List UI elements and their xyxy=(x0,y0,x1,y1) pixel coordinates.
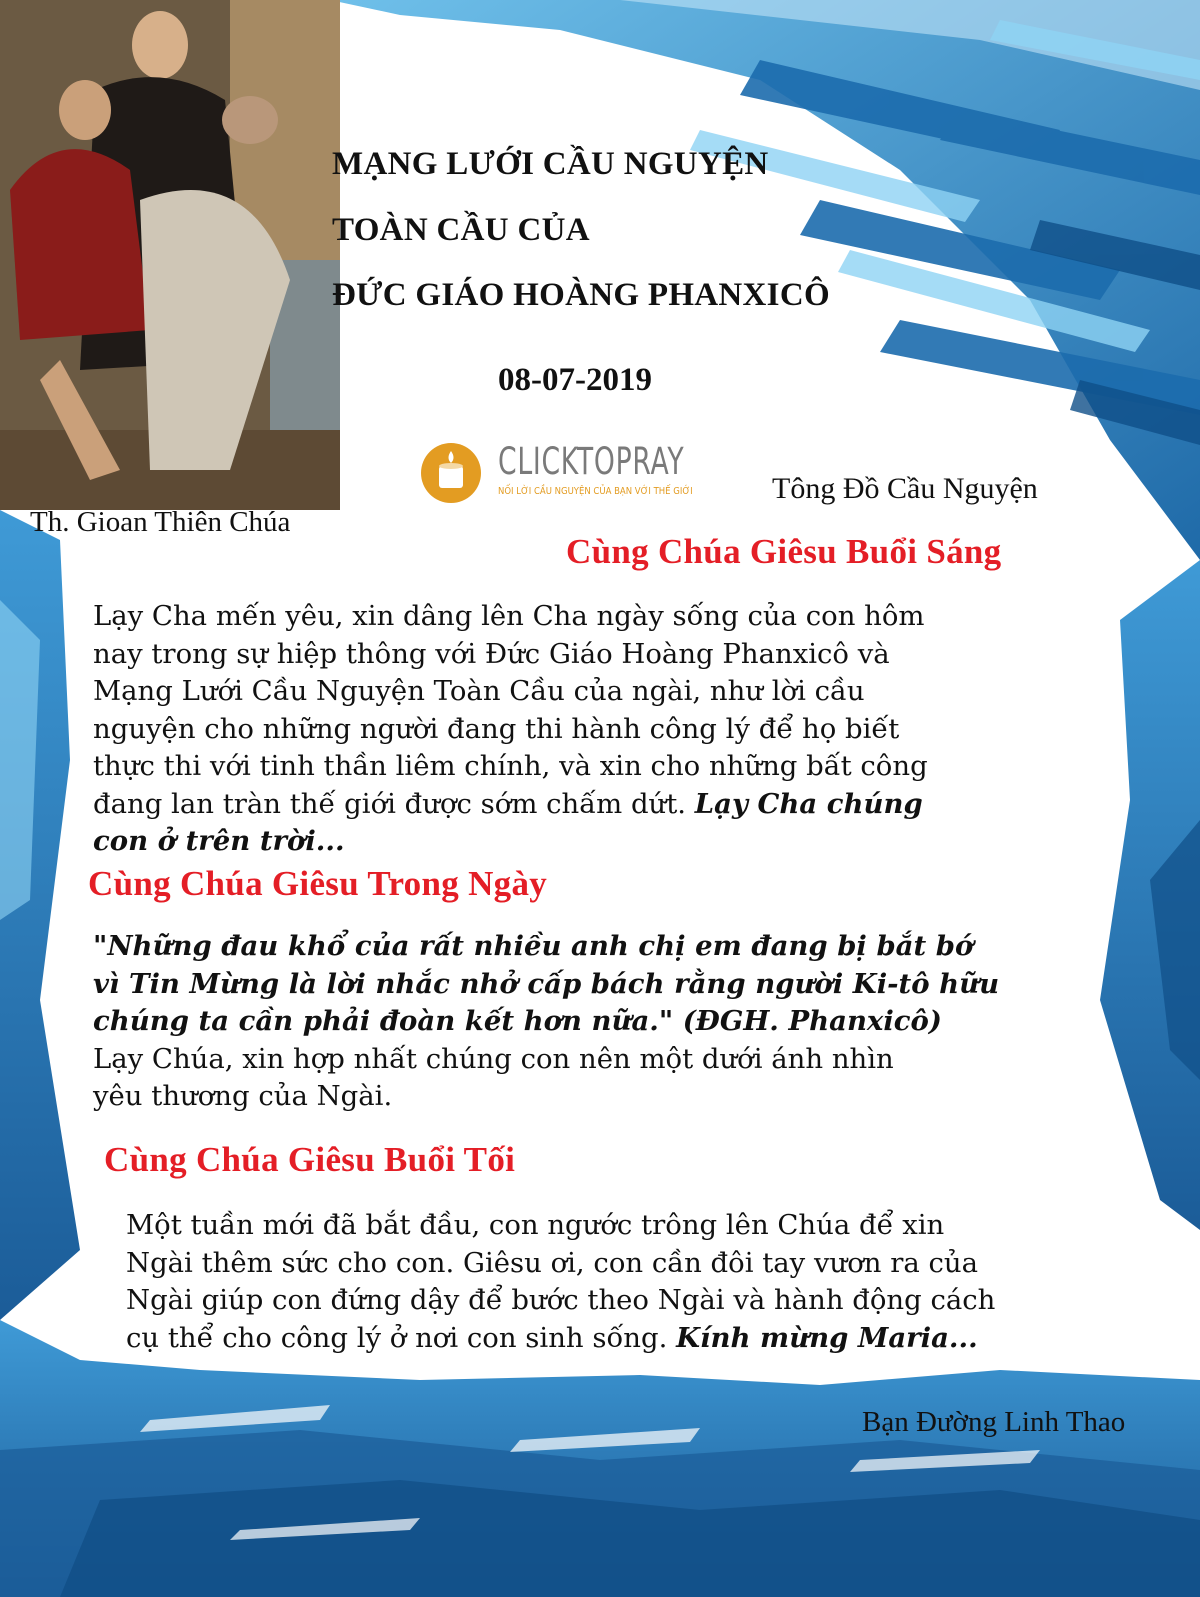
evening-line: Một tuần mới đã bắt đầu, con ngước trông lên Chúa để xin xyxy=(126,1209,945,1241)
date: 08-07-2019 xyxy=(498,362,652,398)
quote-line: "Những đau khổ của rất nhiều anh chị em đang bị bắt bớ xyxy=(93,930,974,962)
morning-line xyxy=(93,786,1103,824)
evening-prayer xyxy=(126,1207,1156,1357)
morning-closing-a: Lạy Cha chúng xyxy=(694,787,923,820)
painting-caption: Th. Gioan Thiên Chúa xyxy=(30,506,291,538)
evening-line-text: cụ thể cho công lý ở nơi con sinh sống. xyxy=(126,1321,677,1354)
evening-line: Ngài giúp con đứng dậy để bước theo Ngài và hành động cách xyxy=(126,1284,996,1316)
quote-line: chúng ta cần phải đoàn kết hơn nữa." (ĐGH. Phanxicô) xyxy=(93,1005,942,1037)
morning-line: nguyện cho những người đang thi hành công lý để họ biết xyxy=(93,712,900,745)
morning-heading: Cùng Chúa Giêsu Buổi Sáng xyxy=(566,532,1002,571)
morning-closing-b: con ở trên trời... xyxy=(93,825,345,857)
evening-closing: Kính mừng Maria... xyxy=(676,1321,978,1354)
quote-line: vì Tin Mừng là lời nhắc nhở cấp bách rằng người Ki-tô hữu xyxy=(93,967,1000,1000)
evening-line: Ngài thêm sức cho con. Giêsu ơi, con cần đôi tay vươn ra của xyxy=(126,1246,979,1279)
morning-line: thực thi với tinh thần liêm chính, và xin cho những bất công xyxy=(93,750,928,782)
morning-line-text: đang lan tràn thế giới được sớm chấm dứt. xyxy=(93,787,695,820)
title-line-2: TOÀN CẦU CỦA xyxy=(332,212,590,248)
day-heading: Cùng Chúa Giêsu Trong Ngày xyxy=(88,864,548,903)
logo-name: CLICKTOPRAY xyxy=(498,440,685,483)
day-prayer-line: Lạy Chúa, xin hợp nhất chúng con nên một dưới ánh nhìn xyxy=(93,1042,894,1075)
apostleship-label: Tông Đồ Cầu Nguyện xyxy=(772,472,1038,505)
morning-line xyxy=(93,823,1103,861)
morning-line: Mạng Lưới Cầu Nguyện Toàn Cầu của ngài, như lời cầu xyxy=(93,675,865,707)
day-prayer-line: yêu thương của Ngài. xyxy=(93,1080,393,1112)
evening-heading: Cùng Chúa Giêsu Buổi Tối xyxy=(104,1140,516,1179)
clicktopray-logo[interactable] xyxy=(420,438,720,508)
candle-icon xyxy=(420,442,482,504)
saint-painting-image xyxy=(0,0,340,510)
logo-tagline: NỐI LỜI CẦU NGUYỆN CỦA BẠN VỚI THẾ GIỚI xyxy=(498,486,693,497)
signature: Bạn Đường Linh Thao xyxy=(862,1406,1126,1438)
morning-line: Lạy Cha mến yêu, xin dâng lên Cha ngày sống của con hôm xyxy=(93,600,925,632)
morning-line: nay trong sự hiệp thông với Đức Giáo Hoàng Phanxicô và xyxy=(93,637,890,670)
title-line-3: ĐỨC GIÁO HOÀNG PHANXICÔ xyxy=(332,277,830,313)
morning-prayer xyxy=(93,598,1103,861)
evening-line xyxy=(126,1320,1156,1358)
title-line-1: MẠNG LƯỚI CẦU NGUYỆN xyxy=(332,146,769,182)
day-quote xyxy=(93,928,1103,1116)
